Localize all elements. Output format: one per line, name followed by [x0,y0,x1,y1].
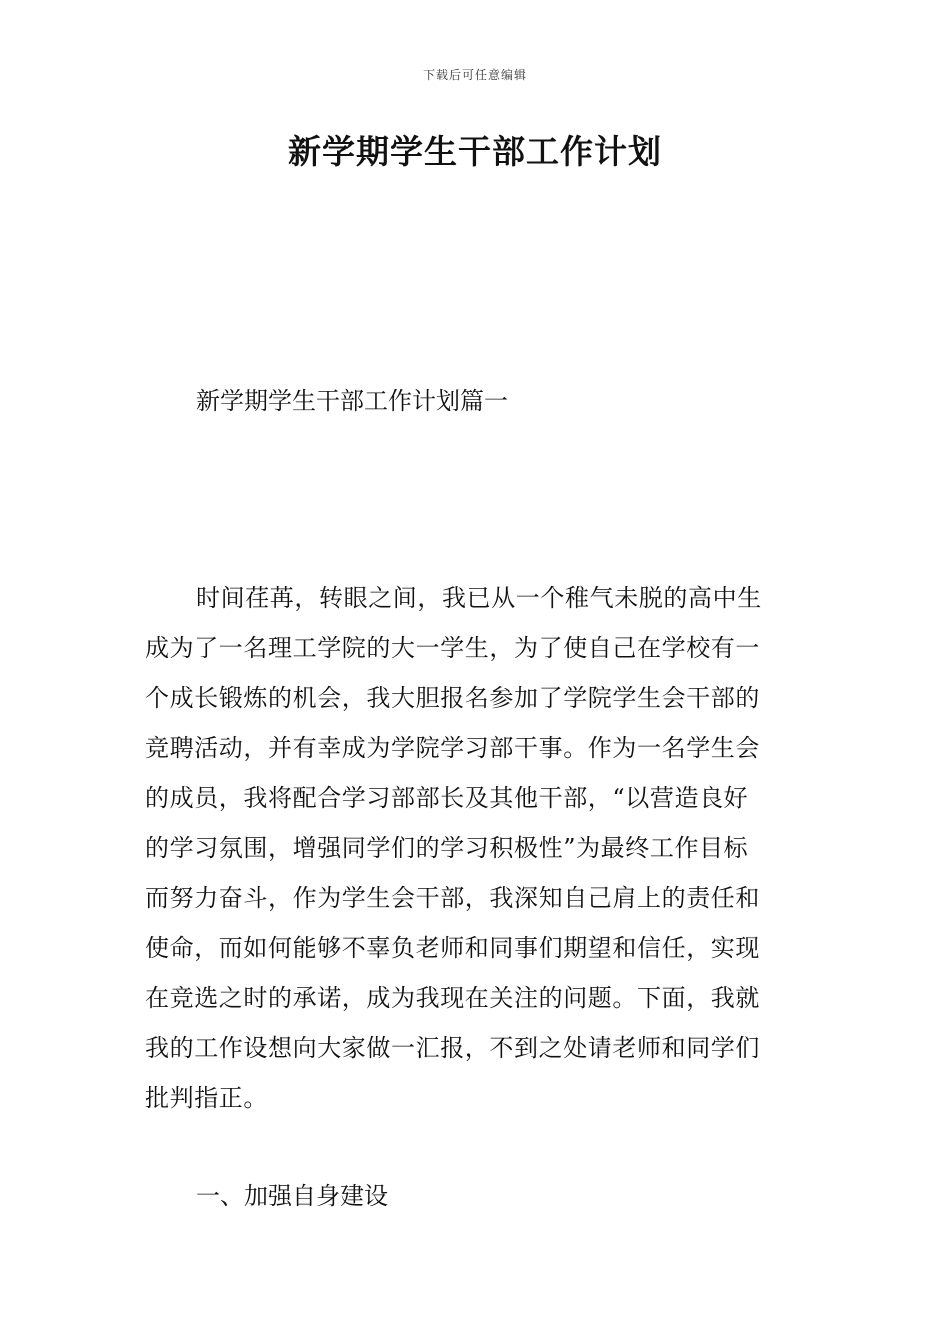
paragraph-line: 使命，而如何能够不辜负老师和同事们期望和信任，实现 [145,934,760,962]
document-title: 新学期学生干部工作计划 [288,132,662,171]
paragraph-line: 的学习氛围，增强同学们的学习积极性”为最终工作目标 [145,834,749,862]
paragraph-line: 而努力奋斗，作为学生会干部，我深知自己肩上的责任和 [145,884,760,912]
paragraph-line: 我的工作设想向大家做一汇报，不到之处请老师和同学们 [145,1034,760,1062]
document-subtitle: 新学期学生干部工作计划篇一 [196,387,508,415]
paragraph [145,580,810,1130]
paragraph-line: 批判指正。 [145,1084,268,1112]
paragraph-line: 成为了一名理工学院的大一学生，为了使自己在学校有一 [145,634,760,662]
paragraph-line: 竞聘活动，并有幸成为学院学习部干事。作为一名学生会 [145,734,760,762]
paragraph-line: 时间荏苒，转眼之间，我已从一个稚气未脱的高中生 [196,584,762,612]
header-note: 下载后可任意编辑 [422,68,527,82]
paragraph-line: 个成长锻炼的机会，我大胆报名参加了学院学生会干部的 [145,684,760,712]
section-heading: 一、加强自身建设 [196,1182,388,1210]
paragraph-line: 的成员，我将配合学习部部长及其他干部，“以营造良好 [145,784,749,812]
paragraph-line: 在竞选之时的承诺，成为我现在关注的问题。下面，我就 [145,984,760,1012]
